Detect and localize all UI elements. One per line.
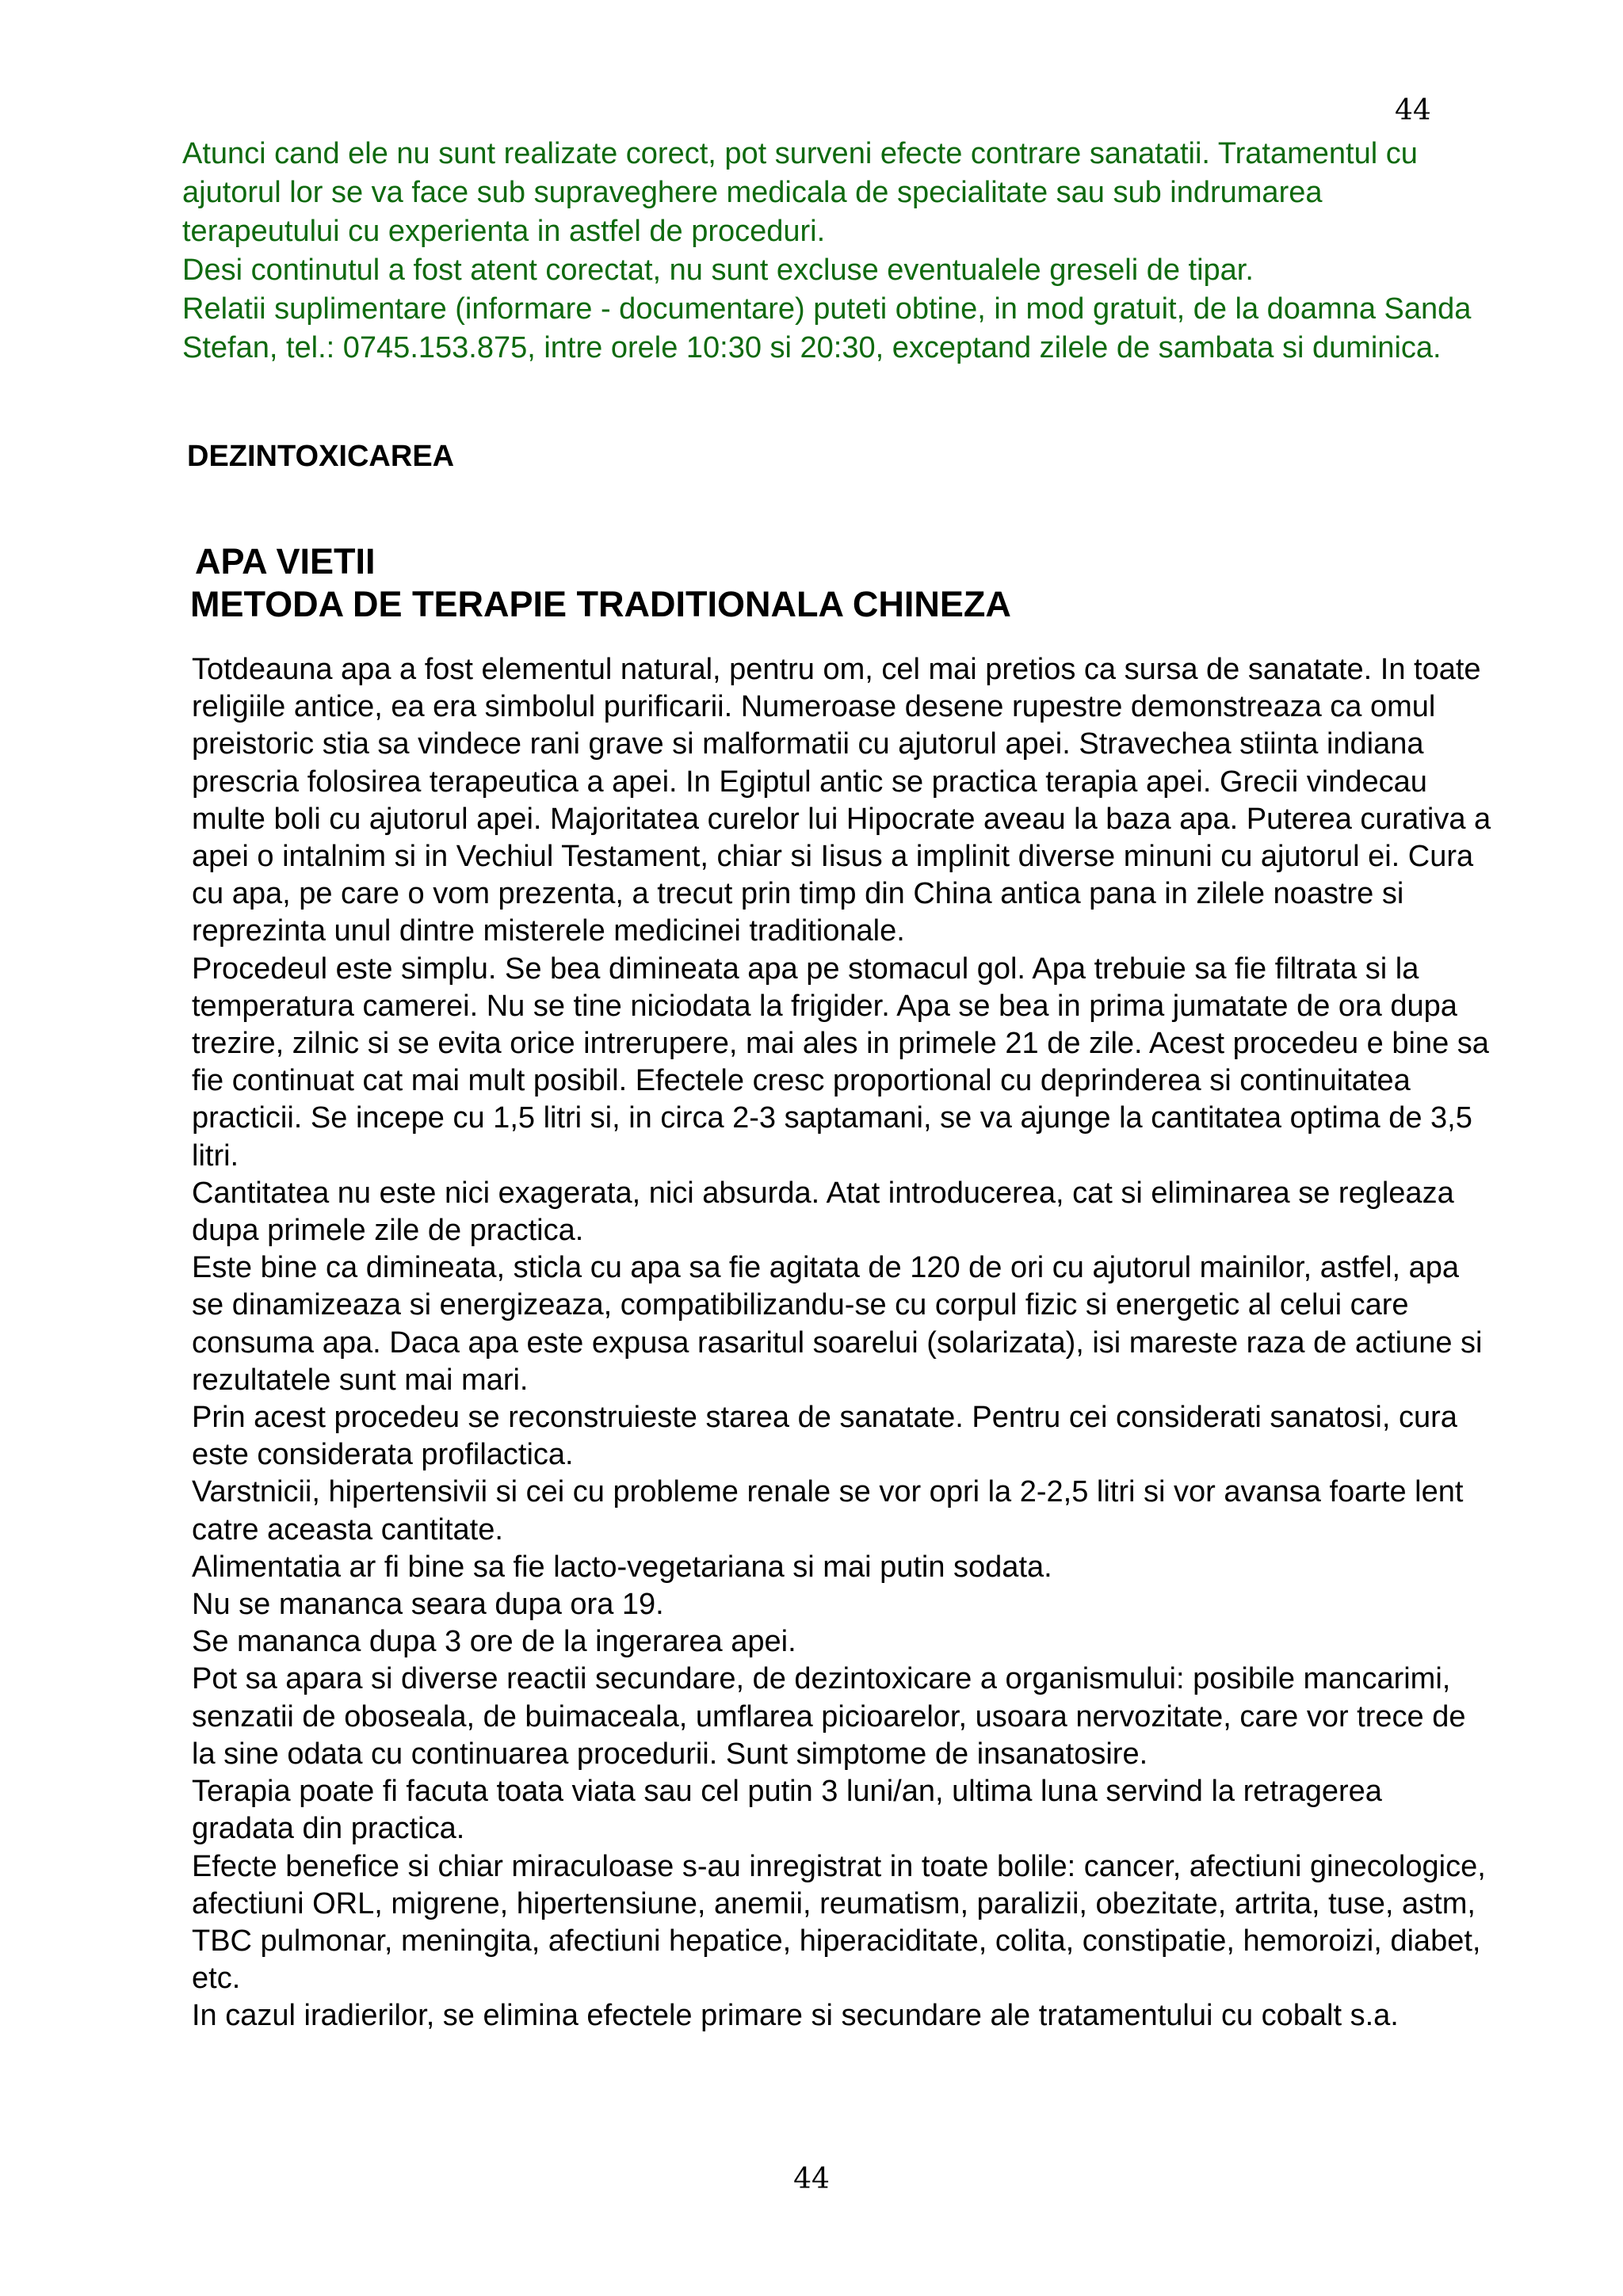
body-paragraph: Efecte benefice si chiar miraculoase s-au inregistrat in toate bolile: cancer, afectiuni ginecologice, afectiuni ORL, migrene, hipertensiune, anemii, reumatism, paralizii, obezitate, artrita, tuse, astm, TBC pulmonar, meningita, afectiuni hepatice, hiperaciditate, colita, constipatie, hemoroizi, diabet, etc. xyxy=(192,1849,1486,1996)
body-paragraph: Se mananca dupa 3 ore de la ingerarea apei. xyxy=(192,1625,796,1659)
body-paragraph: Varstnicii, hipertensivii si cei cu probleme renale se vor opri la 2-2,5 litri si vor avansa foarte lent catre aceasta cantitate. xyxy=(192,1475,1464,1547)
body-paragraph: Terapia poate fi facuta toata viata sau cel putin 3 luni/an, ultima luna servind la retragerea gradata din practica. xyxy=(192,1775,1382,1846)
page-number-top: 44 xyxy=(1395,94,1431,127)
notice-paragraph: Relatii suplimentare (informare - documentare) puteti obtine, in mod gratuit, de la doamna Sanda Stefan, tel.: 0745.153.875, intre orele 10:30 si 20:30, exceptand zilele de sambata si duminica. xyxy=(182,292,1472,364)
body-paragraph: Este bine ca dimineata, sticla cu apa sa fie agitata de 120 de ori cu ajutorul mainilor, astfel, apa se dinamizeaza si energizeaza, compatibilizandu-se cu corpul fizic si energetic al celui care consuma apa. Daca apa este expusa rasaritul soarelui (solarizata), isi mareste raza de actiune si rezultatele sunt mai mari. xyxy=(192,1251,1483,1397)
body-paragraph: Procedeul este simplu. Se bea dimineata apa pe stomacul gol. Apa trebuie sa fie filtrata si la temperatura camerei. Nu se tine niciodata la frigider. Apa se bea in prima jumatate de ora dupa trezire, zilnic si se evita orice intrerupere, mai ales in primele 21 de zile. Acest procedeu e bine sa fie continuat cat mai mult posibil. Efectele cresc proportional cu deprinderea si continuitatea practicii. Se incepe cu 1,5 litri si, in circa 2-3 saptamani, se va ajunge la cantitatea optima de 3,5 litri. xyxy=(192,952,1489,1173)
body-paragraph: Prin acest procedeu se reconstruieste starea de sanatate. Pentru cei considerati sanatosi, cura este considerata profilactica. xyxy=(192,1401,1457,1472)
page-number-bottom: 44 xyxy=(793,2163,830,2195)
body-paragraph: Pot sa apara si diverse reactii secundare, de dezintoxicare a organismului: posibile mancarimi, senzatii de oboseala, de buimaceala, umflarea picioarelor, usoara nervozitate, care vor trece de la sine odata cu continuarea procedurii. Sunt simptome de insanatosire. xyxy=(192,1662,1466,1771)
body-paragraph: Totdeauna apa a fost elementul natural, pentru om, cel mai pretios ca sursa de sanatate. In toate religiile antice, ea era simbolul purificarii. Numeroase desene rupestre demonstreaza ca omul preistoric stia sa vindece rani grave si malformatii cu ajutorul apei. Stravechea stiinta indiana prescria folosirea terapeutica a apei. In Egiptul antic se practica terapia apei. Grecii vindecau multe boli cu ajutorul apei. Majoritatea curelor lui Hipocrate aveau la baza apa. Puterea curativa a apei o intalnim si in Vechiul Testament, chiar si Iisus a implinit diverse minuni cu ajutorul ei. Cura cu apa, pe care o vom prezenta, a trecut prin timp din China antica pana in zilele noastre si reprezinta unul dintre misterele medicinei traditionale. xyxy=(192,653,1491,948)
notice-paragraph: Desi continutul a fost atent corectat, nu sunt excluse eventualele greseli de tipar. xyxy=(182,254,1254,287)
body-paragraph: Nu se mananca seara dupa ora 19. xyxy=(192,1588,664,1622)
body-paragraph: Cantitatea nu este nici exagerata, nici absurda. Atat introducerea, cat si eliminarea se regleaza dupa primele zile de practica. xyxy=(192,1176,1454,1248)
body-paragraph: Alimentatia ar fi bine sa fie lacto-vegetariana si mai putin sodata. xyxy=(192,1550,1052,1584)
article-body xyxy=(192,651,1491,2035)
article-subtitle: METODA DE TERAPIE TRADITIONALA CHINEZA xyxy=(190,584,1011,624)
notice-block xyxy=(182,135,1482,368)
notice-paragraph: Atunci cand ele nu sunt realizate corect, pot surveni efecte contrare sanatatii. Tratamentul cu ajutorul lor se va face sub supraveghere medicala de specialitate sau sub indrumarea terapeutului cu experienta in astfel de proceduri. xyxy=(182,137,1418,248)
body-paragraph: In cazul iradierilor, se elimina efectele primare si secundare ale tratamentului cu cobalt s.a. xyxy=(192,1999,1399,2033)
article-title: APA VIETII xyxy=(195,541,376,582)
section-heading: DEZINTOXICAREA xyxy=(187,440,455,473)
